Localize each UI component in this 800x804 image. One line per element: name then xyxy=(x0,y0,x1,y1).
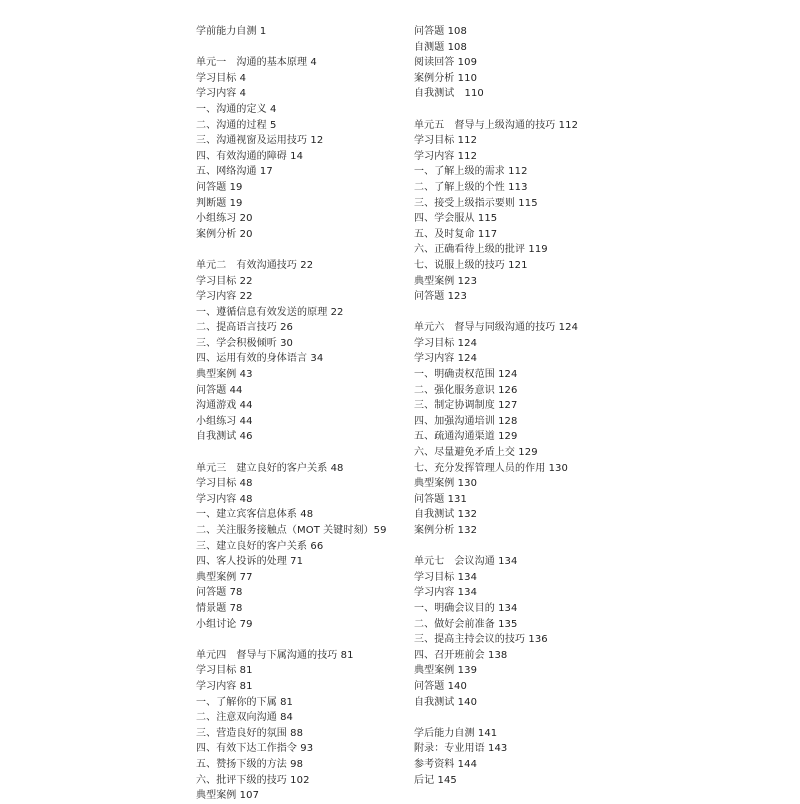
toc-entry: 七、充分发挥管理人员的作用 130 xyxy=(414,462,568,474)
section-gap xyxy=(414,102,624,118)
section-gap xyxy=(414,305,624,321)
toc-entry: 五、及时复命 117 xyxy=(414,228,498,240)
toc-entry: 附录：专业用语 143 xyxy=(414,743,508,755)
toc-entry: 问答题 78 xyxy=(196,587,243,599)
toc-entry: 四、加强沟通培训 128 xyxy=(414,415,518,427)
toc-entry: 三、接受上级指示要则 115 xyxy=(414,197,538,209)
toc-entry: 学习目标 22 xyxy=(196,275,253,287)
toc-entry: 一、建立宾客信息体系 48 xyxy=(196,509,314,521)
toc-entry: 一、了解上级的需求 112 xyxy=(414,166,528,178)
toc-entry: 问答题 131 xyxy=(414,493,467,505)
toc-entry: 判断题 19 xyxy=(196,197,243,209)
toc-entry: 学习目标 81 xyxy=(196,665,253,677)
toc-entry: 一、沟通的定义 4 xyxy=(196,103,277,115)
toc-entry: 问答题 19 xyxy=(196,181,243,193)
toc-entry: 一、明确责权范围 124 xyxy=(414,369,518,381)
toc-entry: 单元七 会议沟通 134 xyxy=(414,556,518,568)
toc-entry: 学习内容 134 xyxy=(414,587,478,599)
toc-entry: 问答题 44 xyxy=(196,384,243,396)
section-gap xyxy=(414,539,624,555)
toc-entry: 四、召开班前会 138 xyxy=(414,649,508,661)
toc-entry: 学习内容 124 xyxy=(414,353,478,365)
toc-entry: 典型案例 77 xyxy=(196,571,253,583)
toc-entry: 四、有效下达工作指令 93 xyxy=(196,743,314,755)
toc-entry: 七、说服上级的技巧 121 xyxy=(414,259,528,271)
toc-entry: 小组练习 20 xyxy=(196,213,253,225)
toc-entry: 二、了解上级的个性 113 xyxy=(414,181,528,193)
toc-entry: 学前能力自测 1 xyxy=(196,26,267,37)
toc-entry: 案例分析 132 xyxy=(414,525,478,536)
toc-entry: 六、批评下级的技巧 102 xyxy=(196,774,310,786)
toc-entry: 单元四 督导与下属沟通的技巧 81 xyxy=(196,649,354,661)
toc-entry: 五、疏通沟通渠道 129 xyxy=(414,431,518,443)
toc-entry: 二、注意双向沟通 84 xyxy=(196,712,294,724)
toc-entry: 案例分析 20 xyxy=(196,228,253,240)
toc-entry: 一、遵循信息有效发送的原理 22 xyxy=(196,306,344,318)
toc-entry: 五、赞扬下级的方法 98 xyxy=(196,758,304,770)
toc-entry: 三、营造良好的氛围 88 xyxy=(196,727,304,739)
toc-entry: 四、运用有效的身体语言 34 xyxy=(196,353,324,365)
toc-entry: 单元一 沟通的基本原理 4 xyxy=(196,57,317,69)
toc-entry: 学后能力自测 141 xyxy=(414,727,498,739)
toc-entry: 学习目标 112 xyxy=(414,135,478,147)
toc-entry: 案例分析 110 xyxy=(414,72,478,84)
toc-entry: 小组练习 44 xyxy=(196,415,253,427)
toc-entry: 四、有效沟通的障碍 14 xyxy=(196,150,304,162)
section-gap xyxy=(196,242,406,258)
toc-entry: 典型案例 43 xyxy=(196,369,253,381)
toc-entry: 单元六 督导与同级沟通的技巧 124 xyxy=(414,322,579,334)
toc-entry: 学习内容 4 xyxy=(196,88,247,100)
toc-entry: 学习目标 4 xyxy=(196,72,247,84)
toc-entry: 自我测试 140 xyxy=(414,696,478,708)
toc-entry: 典型案例 123 xyxy=(414,275,478,287)
toc-entry: 典型案例 139 xyxy=(414,665,478,677)
toc-entry: 学习目标 48 xyxy=(196,478,253,490)
toc-entry: 一、了解你的下属 81 xyxy=(196,696,294,708)
toc-entry: 六、正确看待上级的批评 119 xyxy=(414,244,548,256)
toc-entry: 问答题 140 xyxy=(414,680,467,692)
toc-right-column xyxy=(414,24,624,788)
toc-entry: 二、提高语言技巧 26 xyxy=(196,322,294,334)
toc-entry: 后记 145 xyxy=(414,774,457,786)
toc-entry: 单元二 有效沟通技巧 22 xyxy=(196,259,314,271)
toc-entry: 二、强化服务意识 126 xyxy=(414,384,518,396)
toc-entry: 单元五 督导与上级沟通的技巧 112 xyxy=(414,119,579,131)
section-gap xyxy=(196,632,406,648)
toc-entry: 自测题 108 xyxy=(414,41,467,53)
toc-entry: 小组讨论 79 xyxy=(196,618,253,630)
toc-entry: 学习内容 22 xyxy=(196,291,253,303)
toc-entry: 典型案例 130 xyxy=(414,478,478,490)
toc-entry: 自我测试 132 xyxy=(414,509,478,521)
toc-entry: 学习目标 124 xyxy=(414,337,478,349)
toc-entry: 参考资料 144 xyxy=(414,758,478,770)
toc-entry: 自我测试 110 xyxy=(414,88,484,100)
toc-entry: 二、做好会前准备 135 xyxy=(414,618,518,630)
toc-entry: 学习内容 48 xyxy=(196,493,253,505)
toc-entry: 三、建立良好的客户关系 66 xyxy=(196,540,324,552)
toc-entry: 自我测试 46 xyxy=(196,431,253,443)
toc-entry: 单元三 建立良好的客户关系 48 xyxy=(196,462,344,474)
toc-entry: 三、学会积极倾听 30 xyxy=(196,337,294,349)
toc-entry: 沟通游戏 44 xyxy=(196,400,253,412)
toc-entry: 典型案例 107 xyxy=(196,790,260,802)
toc-entry: 五、网络沟通 17 xyxy=(196,166,273,178)
toc-entry: 情景题 78 xyxy=(196,602,243,614)
toc-entry: 问答题 123 xyxy=(414,291,467,303)
toc-entry: 三、提高主持会议的技巧 136 xyxy=(414,634,548,646)
section-gap xyxy=(196,445,406,461)
section-gap xyxy=(196,40,406,56)
toc-entry: 二、沟通的过程 5 xyxy=(196,119,277,131)
toc-entry: 四、学会服从 115 xyxy=(414,213,498,225)
toc-entry: 三、沟通视窗及运用技巧 12 xyxy=(196,135,324,147)
toc-entry: 问答题 108 xyxy=(414,26,467,37)
toc-entry: 学习目标 134 xyxy=(414,571,478,583)
section-gap xyxy=(414,710,624,726)
toc-left-column xyxy=(196,24,406,804)
toc-entry: 三、制定协调制度 127 xyxy=(414,400,518,412)
toc-entry: 二、关注服务接触点（MOT 关键时刻）59 xyxy=(196,525,387,536)
toc-entry: 学习内容 81 xyxy=(196,680,253,692)
toc-entry: 六、尽量避免矛盾上交 129 xyxy=(414,447,538,459)
toc-entry: 一、明确会议目的 134 xyxy=(414,602,518,614)
toc-entry: 阅读回答 109 xyxy=(414,57,478,69)
toc-entry: 四、客人投诉的处理 71 xyxy=(196,556,304,568)
toc-entry: 学习内容 112 xyxy=(414,150,478,162)
